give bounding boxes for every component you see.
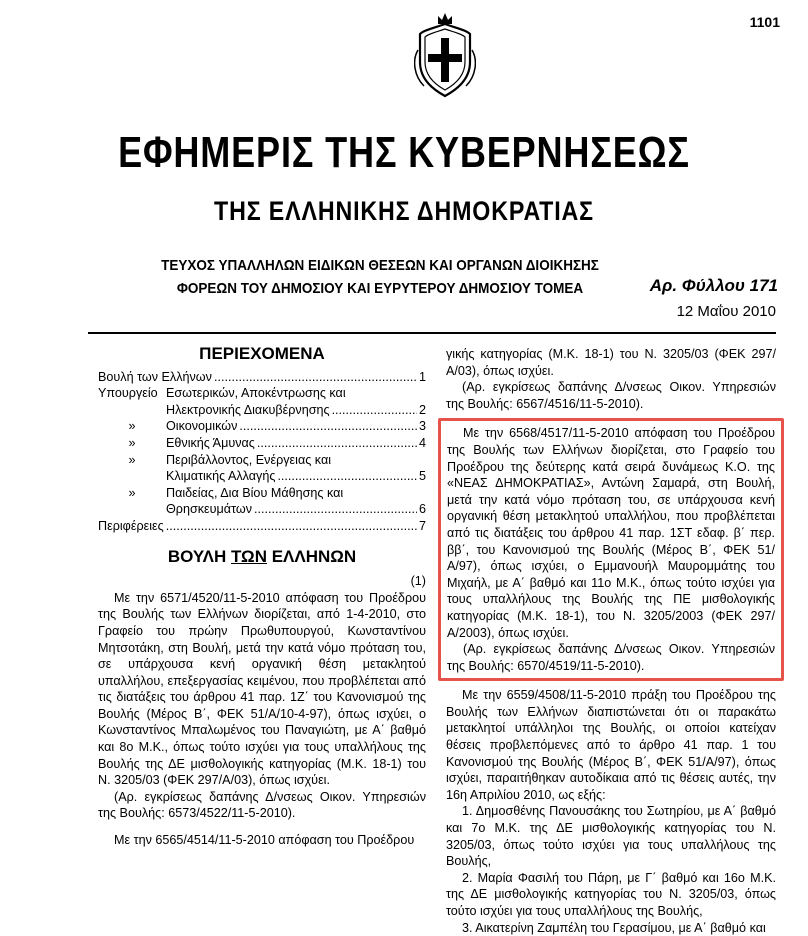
toc-entry-ministry-education: » Παιδείας, Δια Βίου Μάθησης και — [128, 485, 344, 500]
gazette-subtitle: ΤΗΣ ΕΛΛΗΝΙΚΗΣ ΔΗΜΟΚΡΑΤΙΑΣ — [214, 196, 594, 226]
list-item: 3. Αικατερίνη Ζαμπέλη του Γερασίμου, με Α΄ βαθμό και — [462, 920, 766, 935]
section-heading: ΒΟΥΛΗ ΤΩΝ ΕΛΛΗΝΩΝ — [167, 546, 357, 566]
gazette-title: ΕΦΗΜΕΡΙΣ ΤΗΣ ΚΥΒΕΡΝΗΣΕΩΣ — [118, 128, 690, 177]
issue-line-1: ΤΕΥΧΟΣ ΥΠΑΛΛΗΛΩΝ ΕΙΔΙΚΩΝ ΘΕΣΕΩΝ ΚΑΙ ΟΡΓΑΝΩΝ ΔΙΟΙΚΗΣΗΣ — [161, 257, 599, 274]
approval-note: (Αρ. εγκρίσεως δαπάνης Δ/νσεως Οικον. Υπηρεσιών της Βουλής: 6567/4516/11-5-2010). — [446, 380, 776, 411]
list-item: 2. Μαρία Φασιλή του Πάρη, με Γ΄ βαθμό και 16ο Μ.Κ. της ΔΕ μισθολογικής κατηγορίας του Ν. 3205/03, όπως τούτο ισχύει για τους υπαλλήλους της Βουλής, — [446, 870, 776, 918]
issue-line-2: ΦΟΡΕΩΝ ΤΟΥ ΔΗΜΟΣΙΟΥ ΚΑΙ ΕΥΡΥΤΕΡΟΥ ΔΗΜΟΣΙΟΥ ΤΟΜΕΑ — [176, 280, 584, 297]
approval-note: (Αρ. εγκρίσεως δαπάνης Δ/νσεως Οικον. Υπηρεσιών της Βουλής: 6573/4522/11-5-2010). — [98, 789, 426, 821]
continued-text: γικής κατηγορίας (Μ.Κ. 18-1) του Ν. 3205/03 (ΦΕΚ 297/Α/03), όπως ισχύει. — [446, 347, 776, 378]
right-column — [446, 346, 776, 936]
page-number: 1101 — [749, 14, 780, 30]
issue-date: 12 Μαΐου 2010 — [676, 303, 776, 320]
decision-paragraph: Με την 6568/4517/11-5-2010 απόφαση του Προέδρου της Βουλής των Ελλήνων διορίζεται, στο Γραφείο του Προέδρου της δεύτερης κατά σειρά δυνάμεως Κ.Ο. της «ΝΕΑΣ ΔΗΜΟΚΡΑΤΙΑΣ», Αντώνη Σαμαρά, στη Βουλή, μετά την κατά νόμο πρόταση του, σε υπάρχουσα κενή οργανική θέση μετακλητού υπαλλήλου, που προβλέπεται από τις διατάξεις του άρθρου 41 παρ. 1ΣΤ εδαφ. β΄ περ. ββ΄, του Κανονισμού της Βουλής (Μέρος Β΄, ΦΕΚ 51/Α/97), όπως ισχύει, ο Εμμανουήλ Μαυρομμάτης του Μιχαήλ, με Α΄ βαθμό και 11ο Μ.Κ., όπως τούτο ισχύει για τους υπαλλήλους της Βουλής της ΠΕ μισθολογικής κατηγορίας (Μ.Κ. 18-1), του Ν. 3205/2003 (ΦΕΚ 297/Α/2003), όπως ισχύει. — [447, 426, 775, 640]
highlighted-decision — [438, 418, 784, 681]
toc-entry-ministry-defence: » Εθνικής Άμυνας ..... 4 — [98, 435, 426, 452]
sheet-number: Αρ. Φύλλου 171 — [649, 276, 778, 295]
toc-entry-parliament: Βουλή των Ελλήνων ..... 1 — [98, 369, 426, 386]
resignation-paragraph: Με την 6559/4508/11-5-2010 πράξη του Προέδρου της Βουλής των Ελλήνων διαπιστώνεται ότι οι παρακάτω μετακλητοί υπάλληλοι της Βουλής, οι οποίοι κατείχαν θέσεις προβλεπόμενες από το άρθρο 41 παρ. 1 του Κανονισμού της Βουλής (Μέρος Β΄, ΦΕΚ 51/Α/97), όπως ισχύει, παραιτήθηκαν αυτοδίκαια από τις θέσεις αυτές, την 16η Απριλίου 2010, ως εξής: — [446, 688, 776, 802]
toc-entry-regions: Περιφέρειες ..... 7 — [98, 518, 426, 535]
toc-entry-ministry-environment: » Περιβάλλοντος, Ενέργειας και — [128, 452, 332, 467]
toc-entry-ministry-finance: » Οικονομικών ..... 3 — [98, 418, 426, 435]
decision-paragraph: Με την 6571/4520/11-5-2010 απόφαση του Προέδρου της Βουλής των Ελλήνων διορίζεται, από 1-4-2010, στο Γραφείο του πρώην Πρωθυπουργού, Κωνσταντίνου Μητσοτάκη, στη Βουλή, μετά την κατά νόμο πρόταση του, σε υπάρχουσα κενή οργανική θέση μετακλητού υπαλλήλου, επεξεργασίας κειμένου, που προβλέπεται από τις διατάξεις του άρθρου 41 παρ. 1Ζ΄ του Κανονισμού της Βουλής (Μέρος Β΄, ΦΕΚ 51/Α/10-4-97), όπως ισχύει, ο Κωνσταντίνος Μπαλωμένος του Παναγιώτη, με Α΄ βαθμό και 8ο Μ.Κ., όπως τούτο ισχύει για τους υπαλλήλους της Βουλής της ΔΕ μισθολογικής κατηγορίας (Μ.Κ. 18-1) του Ν. 3205/03 (ΦΕΚ 297/Α/03), όπως ισχύει. — [98, 590, 426, 788]
approval-note: (Αρ. εγκρίσεως δαπάνης Δ/νσεως Οικον. Υπηρεσιών της Βουλής: 6570/4519/11-5-2010). — [447, 642, 775, 673]
list-item: 1. Δημοσθένης Πανουσάκης του Σωτηρίου, με Α΄ βαθμό και 7ο Μ.Κ. της ΔΕ μισθολογικής κατηγορίας του Ν. 3205/03, όπως τούτο ισχύει για τους υπαλλήλους της Βουλής, — [446, 804, 776, 869]
section-marker: (1) — [410, 574, 426, 589]
left-column: ΠΕΡΙΕΧΟΜΕΝΑ Βουλή των Ελλήνων ..... 1 Υπουργείο Εσωτερικών, Αποκέντρωσης και Ηλεκτρονικής Διακυβέρνησης ..... 2 » Οικονομικών ..... 3 » Εθνικής Άμυνας ..... 4 » Περιβάλλοντος, Ενέργειας και Κλιματικής Αλλαγής ..... 5 » Παιδείας, Δια Βίου Μάθησης και Θρησκευμάτων ..... 6 Περιφέρειες ..... 7 ΒΟΥΛΗ ΤΩΝ ΕΛΛΗΝΩΝ (1) Με την 6571/4520/11-5-2010 απόφαση του Προέδρου της Βουλής των Ελλήνων διορίζεται, από 1-4-2010, στο Γραφείο του πρώην Πρωθυπουργού, Κωνσταντίνου Μητσοτάκη, στη Βουλή, μετά την κατά νόμο πρόταση του, σε υπάρχουσα κενή οργανική θέση μετακλητού υπαλλήλου, επεξεργασίας κειμένου, που προβλέπεται από τις διατάξεις του άρθρου 41 παρ. 1Ζ΄ του Κανονισμού της Βουλής (Μέρος Β΄, ΦΕΚ 51/Α/10-4-97), όπως ισχύει, ο Κωνσταντίνος Μπαλωμένος του Παναγιώτη, με Α΄ βαθμό και 8ο Μ.Κ., όπως τούτο ισχύει για τους υπαλλήλους της Βουλής της ΔΕ μισθολογικής κατηγορίας (Μ.Κ. 18-1) του Ν. 3205/03 (ΦΕΚ 297/Α/03), όπως ισχύει. (Αρ. εγκρίσεως δαπάνης Δ/νσεως Οικον. Υπηρεσιών της Βουλής: 6573/4522/11-5-2010). Με την 6565/4514/11-5-2010 απόφαση του Προέδρου — [98, 346, 426, 849]
header-divider — [88, 332, 776, 334]
toc-heading: ΠΕΡΙΕΧΟΜΕΝΑ — [199, 344, 325, 363]
coat-of-arms-icon — [414, 10, 476, 100]
toc-entry-ministry-interior: Υπουργείο Εσωτερικών, Αποκέντρωσης και — [98, 386, 346, 401]
decision-paragraph-start: Με την 6565/4514/11-5-2010 απόφαση του Προέδρου — [114, 833, 415, 848]
